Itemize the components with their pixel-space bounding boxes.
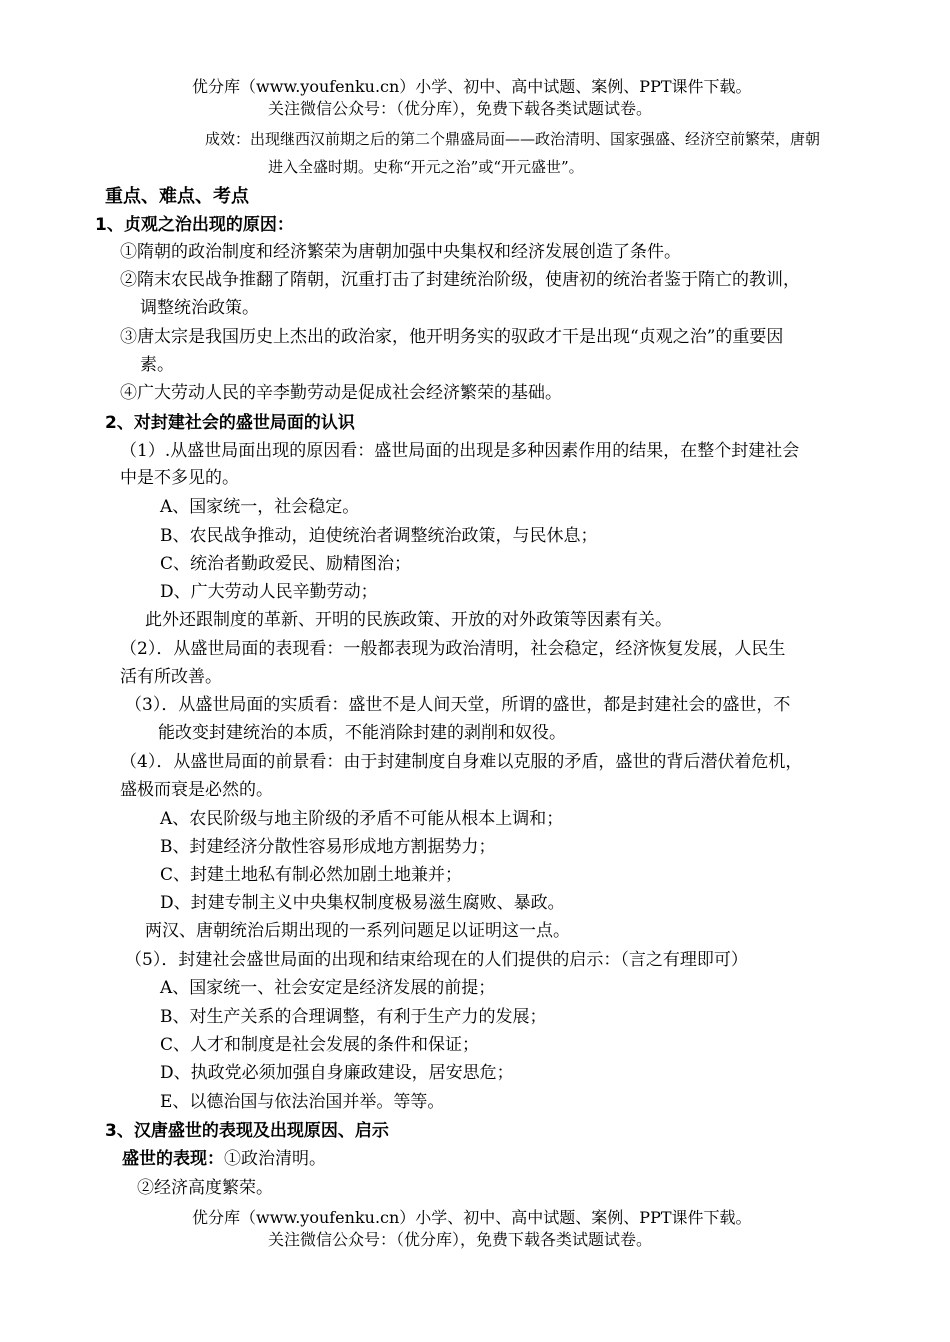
q2-line-10: （3）．从盛世局面的实质看：盛世不是人间天堂，所谓的盛世，都是封建社会的盛世，不 bbox=[125, 695, 791, 715]
q3-line-1 bbox=[122, 1148, 326, 1170]
q1-title: 1、贞观之治出现的原因： bbox=[95, 215, 294, 235]
q2-line-2: 中是不多见的。 bbox=[120, 468, 239, 488]
q1-item-2: ②隋末农民战争推翻了隋朝，沉重打击了封建统治阶级，使唐初的统治者鉴于隋亡的教训， bbox=[120, 270, 800, 290]
q2-line-13: 盛极而衰是必然的。 bbox=[120, 780, 273, 800]
q1-item-3-cont: 素。 bbox=[140, 355, 174, 375]
q2-line-19: （5）．封建社会盛世局面的出现和结束给现在的人们提供的启示：（言之有理即可） bbox=[125, 950, 748, 970]
q2-line-3: A、国家统一，社会稳定。 bbox=[160, 497, 360, 517]
q2-line-1: （1）.从盛世局面出现的原因看：盛世局面的出现是多种因素作用的结果，在整个封建社会 bbox=[120, 441, 800, 461]
q2-line-12: （4）．从盛世局面的前景看：由于封建制度自身难以克服的矛盾，盛世的背后潜伏着危机， bbox=[120, 752, 803, 772]
section-title: 重点、难点、考点 bbox=[105, 186, 249, 207]
q2-line-14: A、农民阶级与地主阶级的矛盾不可能从根本上调和； bbox=[160, 809, 564, 829]
q2-line-5: C、统治者勤政爱民、励精图治； bbox=[160, 554, 412, 574]
q3-item-2: ②经济高度繁荣。 bbox=[137, 1178, 273, 1198]
footer-line-2: 关注微信公众号：（优分库），免费下载各类试题试卷。 bbox=[268, 1230, 653, 1249]
q2-line-22: C、人才和制度是社会发展的条件和保证； bbox=[160, 1035, 480, 1055]
q1-item-3: ③唐太宗是我国历史上杰出的政治家，他开明务实的驭政才干是出现“贞观之治”的重要因 bbox=[120, 327, 784, 347]
q1-item-4: ④广大劳动人民的辛李勤劳动是促成社会经济繁荣的基础。 bbox=[120, 383, 562, 403]
q2-line-24: E、以德治国与依法治国并举。等等。 bbox=[160, 1092, 445, 1112]
q2-line-21: B、对生产关系的合理调整，有利于生产力的发展； bbox=[160, 1007, 547, 1027]
q3-item-1: ①政治清明。 bbox=[224, 1149, 326, 1169]
q3-title: 3、汉唐盛世的表现及出现原因、启示 bbox=[105, 1121, 389, 1141]
q2-line-9: 活有所改善。 bbox=[120, 667, 222, 687]
q2-line-15: B、封建经济分散性容易形成地方割据势力； bbox=[160, 837, 496, 857]
header-line-1: 优分库（www.youfenku.cn）小学、初中、高中试题、案例、PPT课件下载。 bbox=[192, 77, 752, 96]
intro-line-2: 进入全盛时期。史称“开元之治”或“开元盛世”。 bbox=[268, 158, 584, 176]
q2-line-20: A、国家统一、社会安定是经济发展的前提； bbox=[160, 978, 496, 998]
q2-line-11: 能改变封建统治的本质，不能消除封建的剥削和奴役。 bbox=[158, 723, 566, 743]
q1-item-2-cont: 调整统治政策。 bbox=[140, 298, 259, 318]
intro-line-1: 成效：出现继西汉前期之后的第二个鼎盛局面——政治清明、国家强盛、经济空前繁荣，唐朝 bbox=[205, 130, 821, 148]
q2-title: 2、对封建社会的盛世局面的认识 bbox=[105, 413, 355, 433]
q2-line-7: 此外还跟制度的革新、开明的民族政策、开放的对外政策等因素有关。 bbox=[145, 610, 672, 630]
q2-line-23: D、执政党必须加强自身廉政建设，居安思危； bbox=[160, 1063, 514, 1083]
q2-line-4: B、农民战争推动，迫使统治者调整统治政策，与民休息； bbox=[160, 526, 598, 546]
footer-line-1: 优分库（www.youfenku.cn）小学、初中、高中试题、案例、PPT课件下载。 bbox=[192, 1208, 752, 1227]
q2-line-8: （2）．从盛世局面的表现看：一般都表现为政治清明，社会稳定，经济恢复发展，人民生 bbox=[120, 639, 786, 659]
q2-line-17: D、封建专制主义中央集权制度极易滋生腐败、暴政。 bbox=[160, 893, 565, 913]
q2-line-6: D、广大劳动人民辛勤劳动； bbox=[160, 582, 378, 602]
q2-line-18: 两汉、唐朝统治后期出现的一系列问题足以证明这一点。 bbox=[145, 921, 570, 941]
header-line-2: 关注微信公众号：（优分库），免费下载各类试题试卷。 bbox=[268, 99, 653, 118]
q1-item-1: ①隋朝的政治制度和经济繁荣为唐朝加强中央集权和经济发展创造了条件。 bbox=[120, 242, 681, 262]
q2-line-16: C、封建土地私有制必然加剧土地兼并； bbox=[160, 865, 463, 885]
q3-label: 盛世的表现： bbox=[122, 1149, 224, 1169]
